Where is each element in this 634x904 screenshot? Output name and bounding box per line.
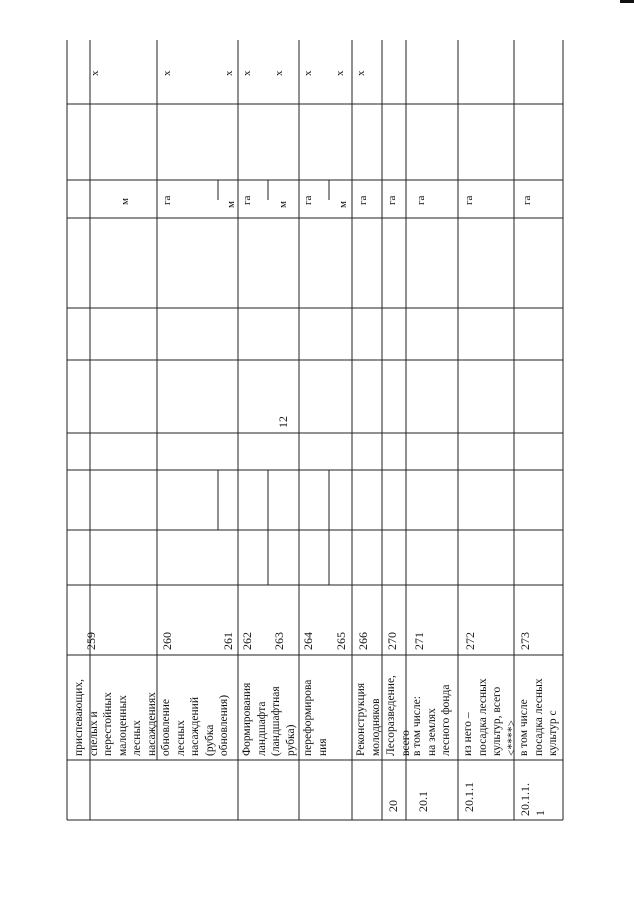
cross-mark: x [355, 70, 367, 76]
name-line: ния [316, 738, 329, 756]
name-line: насаждений [189, 697, 201, 756]
row-code: 20.1.1 [462, 782, 476, 812]
name-line: Лесоразведение, [385, 675, 397, 756]
line-number: 265 [334, 632, 348, 650]
cross-mark: x [273, 70, 285, 76]
name-line: Формирования [241, 682, 253, 756]
line-number: 262 [240, 632, 254, 650]
cross-mark: x [89, 70, 101, 76]
name-line: <****> [505, 720, 518, 756]
page-number: 12 [276, 416, 290, 428]
name-line: культур, всего [491, 686, 503, 756]
name-line: спелых и [87, 711, 100, 756]
line-number: 259 [84, 632, 98, 650]
line-number: 272 [463, 632, 477, 650]
unit-cell: га [161, 195, 173, 205]
row-code [518, 783, 547, 816]
cross-mark: x [223, 70, 235, 76]
unit-cell: га [357, 195, 369, 205]
row-name [159, 695, 232, 756]
name-line: приспевающих, [73, 678, 85, 756]
name-line: рубка) [284, 724, 297, 756]
row-name [301, 680, 330, 756]
unit-cell: м [337, 201, 349, 208]
name-line: лесных [131, 720, 143, 756]
unit-cell: м [225, 201, 237, 208]
line-number: 264 [301, 632, 315, 650]
name-line: перестойных [102, 692, 114, 756]
line-number: 260 [160, 632, 174, 650]
code-line: 20.1.1. [518, 783, 532, 816]
name-line: обновления) [218, 694, 230, 756]
name-line: (рубка [203, 724, 216, 756]
unit-cell: га [386, 195, 398, 205]
name-line: обновление [160, 698, 172, 756]
name-line: насаждениях [145, 692, 158, 756]
row-name [461, 678, 519, 756]
name-line: в том числе: [411, 696, 423, 756]
name-line: ландшафта [255, 701, 268, 756]
code-line: 1 [532, 810, 547, 816]
name-line: культур с [547, 710, 559, 756]
row-code: 20 [386, 800, 400, 812]
line-number: 261 [221, 632, 235, 650]
name-line: всего [399, 730, 412, 756]
name-line: посадка лесных [476, 678, 489, 756]
cross-mark: x [302, 70, 314, 76]
cross-mark: x [334, 70, 346, 76]
unit-cell: га [521, 195, 533, 205]
name-line: на землях [425, 708, 438, 756]
line-number: 273 [518, 632, 532, 650]
row-name [517, 678, 561, 756]
row-name [240, 683, 298, 756]
name-line: лесного фонда [440, 684, 452, 756]
unit-cell: м [119, 198, 131, 205]
unit-cell: га [302, 195, 314, 205]
row-name [410, 684, 454, 756]
name-line: лесных [174, 720, 187, 756]
row-name [384, 675, 413, 756]
name-line: из него – [462, 712, 474, 756]
name-line: в том числе [518, 699, 530, 756]
unit-cell: м [277, 201, 289, 208]
name-line: молодняков [369, 698, 382, 756]
unit-cell: га [241, 195, 253, 205]
line-number: 263 [272, 632, 286, 650]
name-line: посадка лесных [532, 678, 545, 756]
row-name [354, 683, 383, 756]
line-number: 270 [385, 632, 399, 650]
cross-mark: x [241, 70, 253, 76]
name-line: Реконструкция [355, 682, 367, 756]
cross-mark: x [161, 70, 173, 76]
unit-cell: га [463, 195, 475, 205]
name-line: малоценных [116, 695, 129, 756]
name-line: переформирова [302, 679, 314, 756]
line-number: 271 [412, 632, 426, 650]
row-name [72, 679, 159, 756]
name-line: (ландшафтная [270, 686, 282, 756]
row-code: 20.1 [416, 791, 430, 812]
unit-cell: га [415, 195, 427, 205]
line-number: 266 [356, 632, 370, 650]
